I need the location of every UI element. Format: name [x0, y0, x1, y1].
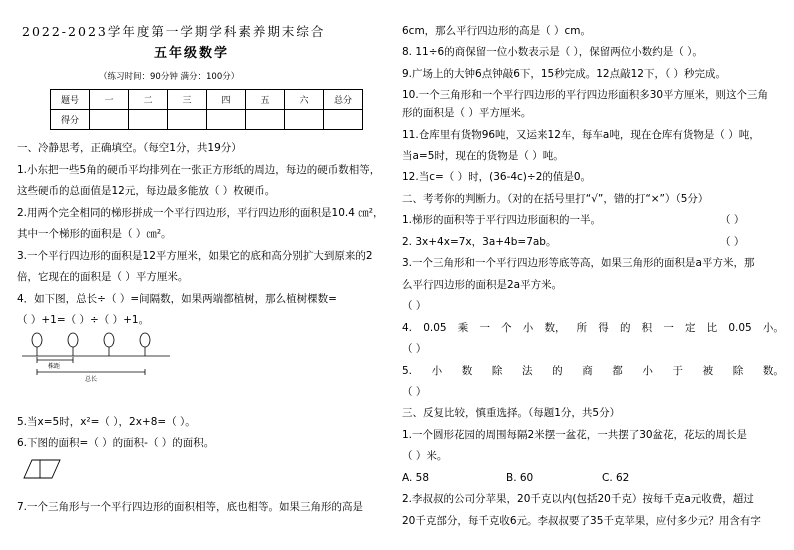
score-input-cell[interactable]: [207, 110, 246, 130]
question-8: 8. 11÷6的商保留一位小数表示是（ ），保留两位小数约是（ ）。: [402, 46, 703, 58]
score-header-cell: 四: [207, 90, 246, 110]
question-4-line-2: （ ）+1=（ ）÷（ ）+1。: [17, 314, 150, 326]
score-input-cell[interactable]: [246, 110, 285, 130]
question-11-line-2: 当a=5时，现在的货物是（ ）吨。: [402, 150, 564, 162]
question-10-line-2: 形的面积是（ ）平方厘米。: [402, 107, 532, 119]
question-2-line-2: 其中一个梯形的面积是（ ）㎝²。: [17, 228, 172, 240]
score-table-score-row: [51, 110, 363, 130]
question-1-line-2: 这些硬币的总面值是12元，每边最多能放（ ）枚硬币。: [17, 185, 276, 197]
score-row-label: 得分: [51, 110, 90, 130]
tree-icon: [32, 333, 42, 356]
section-3-title: 三、反复比较，慎重选择。（每题1分，共5分）: [402, 407, 621, 419]
question-12: 12.当c=（ ）时，(36-4c)÷2的值是0。: [402, 171, 592, 183]
score-header-cell: 三: [168, 90, 207, 110]
choice-1-line-2: （ ）米。: [402, 450, 448, 462]
tree-icon: [104, 333, 114, 356]
judge-3-answer[interactable]: （ ）: [402, 300, 427, 312]
section-1-title: 一、冷静思考，正确填空。（每空1分，共19分）: [17, 142, 242, 154]
left-column: [17, 0, 399, 550]
score-table: [50, 89, 363, 130]
score-header-cell: 题号: [51, 90, 90, 110]
score-header-cell: 二: [129, 90, 168, 110]
judge-3-line-2: 么平行四边形的面积是2a平方米。: [402, 279, 563, 291]
question-9: 9.广场上的大钟6点钟敲6下，15秒完成。12点敲12下，（ ）秒完成。: [402, 68, 727, 80]
tree-planting-figure: [20, 330, 180, 388]
choice-1-option-c[interactable]: C. 62: [602, 472, 630, 484]
score-header-cell: 总分: [324, 90, 363, 110]
score-table-header-row: [51, 90, 363, 110]
score-header-cell: 五: [246, 90, 285, 110]
tree-icon: [140, 333, 150, 356]
judge-3-line-1: 3.一个三角形和一个平行四边形等底等高，如果三角形的面积是a平方米，那: [402, 257, 755, 269]
paper-title: 2022-2023学年度第一学期学科素养期末综合: [22, 24, 326, 39]
score-header-cell: 六: [285, 90, 324, 110]
score-input-cell[interactable]: [168, 110, 207, 130]
score-input-cell[interactable]: [129, 110, 168, 130]
tree-icon: [68, 333, 78, 356]
time-note: （练习时间：90分钟 满分：100分）: [99, 72, 240, 82]
choice-1-option-b[interactable]: B. 60: [506, 472, 534, 484]
choice-2-line-1: 2.李叔叔的公司分苹果，20千克以内(包括20千克）按每千克a元收费，超过: [402, 493, 754, 505]
score-input-cell[interactable]: [324, 110, 363, 130]
score-input-cell[interactable]: [90, 110, 129, 130]
judge-4: 4. 0.05 乘 一 个 小 数， 所 得 的 积 一 定 比 0.05 小。: [402, 322, 784, 334]
section-2-title: 二、考考你的判断力。（对的在括号里打“√”，错的打“×”）（5分）: [402, 193, 709, 205]
question-5: 5.当x=5时，x²=（ ），2x+8=（ ）。: [17, 416, 196, 428]
score-input-cell[interactable]: [285, 110, 324, 130]
judge-2: 2. 3x+4x=7x，3a+4b=7ab。: [402, 236, 557, 248]
score-header-cell: 一: [90, 90, 129, 110]
question-3-line-1: 3.一个平行四边形的面积是12平方厘米，如果它的底和高分别扩大到原来的2: [17, 250, 373, 262]
right-column: [402, 0, 784, 550]
question-7-continued: 6cm，那么平行四边形的高是（ ）cm。: [402, 25, 592, 37]
question-3-line-2: 倍，它现在的面积是（ ）平方厘米。: [17, 271, 189, 283]
figure-label-spacing: 株距: [48, 363, 61, 370]
judge-5: 5. 小 数 除 法 的 商 都 小 于 被 除 数。: [402, 365, 784, 377]
composite-shape-figure: [22, 458, 62, 480]
choice-1-option-a[interactable]: A. 58: [402, 472, 430, 484]
judge-4-answer[interactable]: （ ）: [402, 343, 427, 355]
judge-2-answer[interactable]: （ ）: [720, 236, 745, 248]
question-7: 7.一个三角形与一个平行四边形的面积相等，底也相等。如果三角形的高是: [17, 501, 364, 513]
judge-1-answer[interactable]: （ ）: [720, 214, 745, 226]
question-4-line-1: 4．如下图，总长÷（ ）=间隔数，如果两端都植树，那么植树棵数=: [17, 293, 337, 305]
question-6: 6.下图的面积=（ ）的面积-（ ）的面积。: [17, 437, 215, 449]
judge-1: 1.梯形的面积等于平行四边形面积的一半。: [402, 214, 602, 226]
question-2-line-1: 2.用两个完全相同的梯形拼成一个平行四边形，平行四边形的面积是10.4 ㎝²，: [17, 207, 384, 219]
figure-label-total: 总长: [85, 376, 98, 383]
question-1-line-1: 1.小东把一些5角的硬币平均排列在一张正方形纸的周边，每边的硬币数相等，: [17, 164, 381, 176]
question-11-line-1: 11.仓库里有货物96吨，又运来12车，每车a吨，现在仓库有货物是（ ）吨，: [402, 129, 760, 141]
choice-1-line-1: 1.一个圆形花园的周围每隔2米摆一盆花，一共摆了30盆花，花坛的周长是: [402, 429, 748, 441]
question-10-line-1: 10.一个三角形和一个平行四边形的平行四边形面积多30平方厘米，则这个三角: [402, 89, 769, 101]
choice-2-line-2: 20千克部分，每千克收6元。李叔叔要了35千克苹果，应付多少元？用含有字: [402, 515, 761, 527]
paper-subtitle: 五年级数学: [154, 46, 230, 61]
judge-5-answer[interactable]: （ ）: [402, 386, 427, 398]
